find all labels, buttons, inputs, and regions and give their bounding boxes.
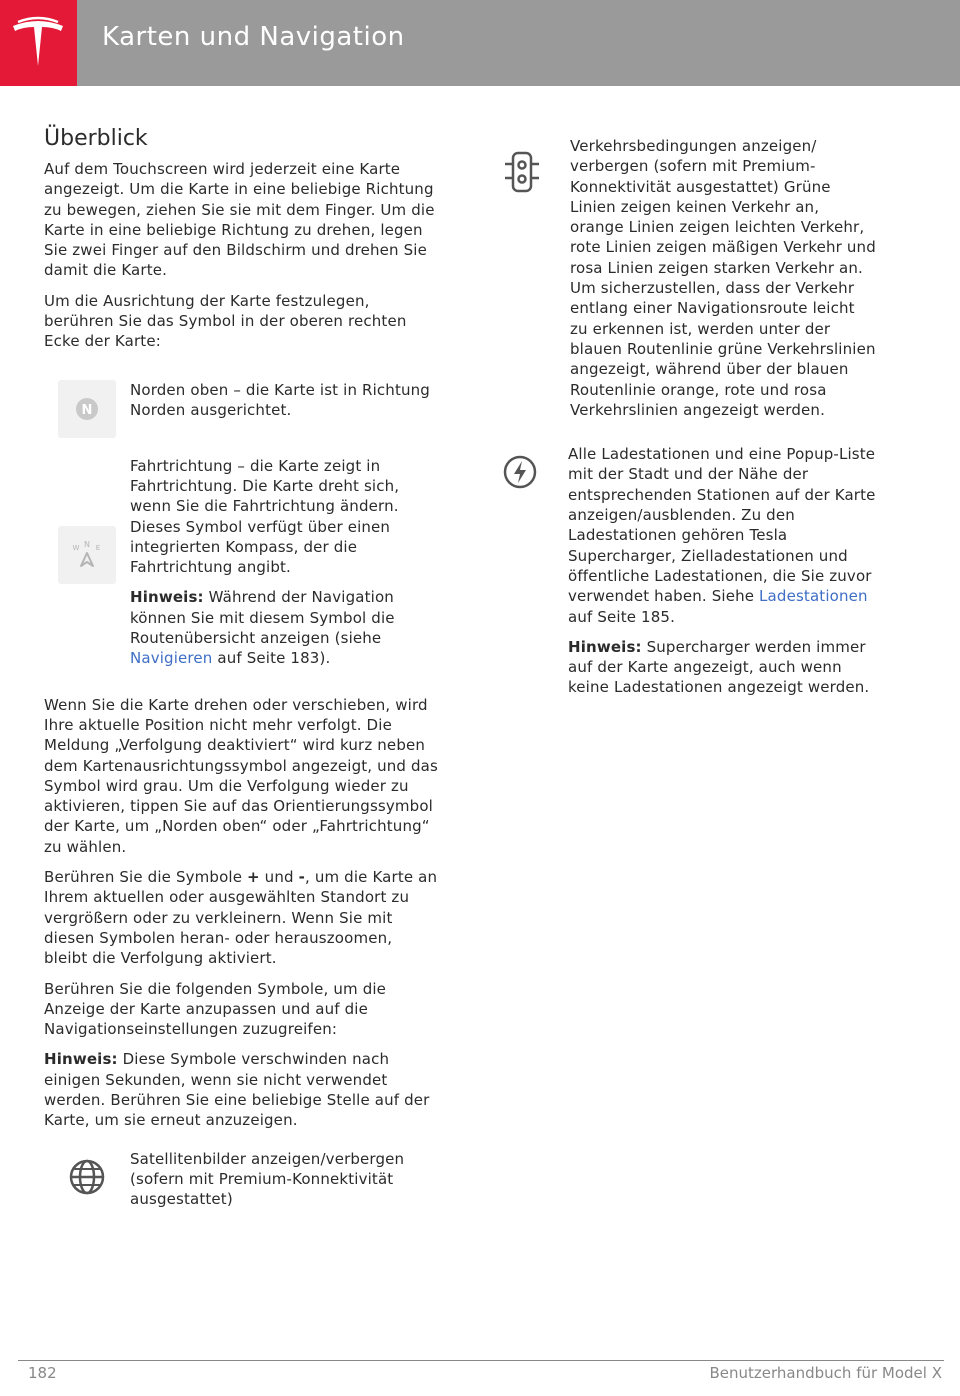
left-column	[44, 126, 440, 1219]
svg-text:W: W	[72, 543, 80, 552]
tesla-logo	[0, 0, 77, 86]
tracking-paragraph: Wenn Sie die Karte drehen oder verschieben, wird Ihre aktuelle Position nicht mehr verfolgt. Die Meldung „Verfolgung deaktiviert“ wird kurz neben dem Kartenausrichtungssymbol angezeigt, und das Symbol wird grau. Um die Verfolgung wieder zu aktivieren, tippen Sie auf das Orientierungssymbol der Karte, um „Norden oben“ oder „Fahrtrichtung“ zu wählen.	[44, 695, 438, 856]
footer-title: Benutzerhandbuch für Model X	[709, 1364, 942, 1382]
minus-symbol: -	[298, 868, 305, 887]
charging-note	[568, 637, 876, 698]
note-end: auf Seite 183).	[212, 649, 331, 668]
orientation-paragraph: Um die Ausrichtung der Karte festzulegen, berühren Sie das Symbol in der oberen rechten Ecke der Karte:	[44, 291, 407, 351]
traffic-row	[496, 136, 876, 430]
north-up-tile	[58, 380, 116, 438]
svg-text:E: E	[95, 543, 101, 552]
page-header	[0, 0, 960, 86]
tesla-logo-icon	[9, 14, 67, 72]
section-heading: Überblick	[44, 126, 148, 151]
satellite-row	[44, 1149, 440, 1220]
charging-text: Alle Ladestationen und eine Popup-Liste mit der Stadt und der Nähe der entsprechenden Stationen auf der Karte anzeigen/ausblenden. Zu den Ladestationen gehören Tesla Supercharger, Zielladestationen und öffentliche Ladestationen, die Sie zuvor verwendet haben. Siehe Ladestationen auf Seite 185.	[568, 445, 876, 626]
plus-symbol: +	[247, 868, 260, 887]
heading-up-tile	[58, 526, 116, 584]
note-text: Während der Navigation können Sie mit diesem Symbol die Routenübersicht anzeigen (siehe	[130, 588, 395, 648]
note-label: Hinweis:	[44, 1050, 118, 1069]
footer-divider	[18, 1360, 944, 1361]
note-text: Diese Symbole verschwinden nach einigen Sekunden, wenn sie nicht verwendet werden. Berühren Sie eine beliebige Stelle auf der Karte, um sie erneut anzuzeigen.	[44, 1050, 430, 1130]
page-number: 182	[28, 1364, 57, 1382]
note-label: Hinweis:	[130, 588, 204, 607]
traffic-text: Verkehrsbedingungen anzeigen/ verbergen (sofern mit Premium-Konnektivität ausgestattet) Grüne Linien zeigen keinen Verkehr an, orange Linien zeigen leichten Verkehr, rote Linien zeigen mäßigen Verkehr und rosa Linien zeigen starken Verkehr an. Um sicherzustellen, dass der Verkehr entlang einer Navigationsroute leicht zu erkennen ist, werden unter der blauen Routenlinie grüne Verkehrslinien angezeigt, während über der blauen Routenlinie orange, rote und rosa Verkehrslinien angezeigt werden.	[570, 137, 876, 419]
note-text: Supercharger werden immer auf der Karte angezeigt, auch wenn keine Ladestationen angezeigt werden.	[568, 637, 870, 697]
note-label: Hinweis:	[568, 637, 642, 656]
navigieren-link[interactable]: Navigieren	[130, 649, 213, 668]
satellite-text: Satellitenbilder anzeigen/verbergen (sofern mit Premium-Konnektivität ausgestattet)	[130, 1149, 405, 1209]
symbols-note	[44, 1049, 440, 1130]
lightning-bolt-icon	[500, 452, 540, 492]
chapter-title: Karten und Navigation	[102, 22, 405, 52]
north-up-text: Norden oben – die Karte ist in Richtung Norden ausgerichtet.	[130, 380, 430, 419]
heading-up-note	[130, 587, 440, 668]
globe-icon	[67, 1157, 107, 1197]
zoom-paragraph: Berühren Sie die Symbole + und -, um die Karte an Ihrem aktuellen oder ausgewählten Standort zu vergrößern oder zu verkleinern. Wenn Sie mit diesen Symbolen heran- oder herauszoomen, bleibt die Verfolgung aktiviert.	[44, 868, 438, 968]
north-up-row	[44, 380, 440, 438]
charging-row	[496, 444, 876, 708]
right-column	[496, 136, 876, 708]
heading-up-row	[44, 456, 440, 679]
heading-up-compass-icon	[67, 535, 107, 575]
ladestationen-link[interactable]: Ladestationen	[759, 587, 868, 606]
intro-paragraph: Auf dem Touchscreen wird jederzeit eine Karte angezeigt. Um die Karte in eine beliebige Richtung zu bewegen, ziehen Sie sie mit dem Finger. Um die Karte in eine beliebige Richtung zu drehen, legen Sie zwei Finger auf den Bildschirm und drehen Sie damit die Karte.	[44, 160, 435, 280]
svg-text:N: N	[81, 402, 93, 418]
north-up-icon	[74, 396, 100, 422]
svg-text:N: N	[84, 539, 90, 549]
heading-up-text: Fahrtrichtung – die Karte zeigt in Fahrtrichtung. Die Karte dreht sich, wenn Sie die Fahrtrichtung ändern. Dieses Symbol verfügt über einen integrierten Kompass, der die Fahrtrichtung angibt.	[130, 456, 400, 577]
symbols-paragraph: Berühren Sie die folgenden Symbole, um die Anzeige der Karte anzupassen und auf die Navigationseinstellungen zuzugreifen:	[44, 979, 387, 1039]
traffic-light-icon	[502, 150, 542, 194]
